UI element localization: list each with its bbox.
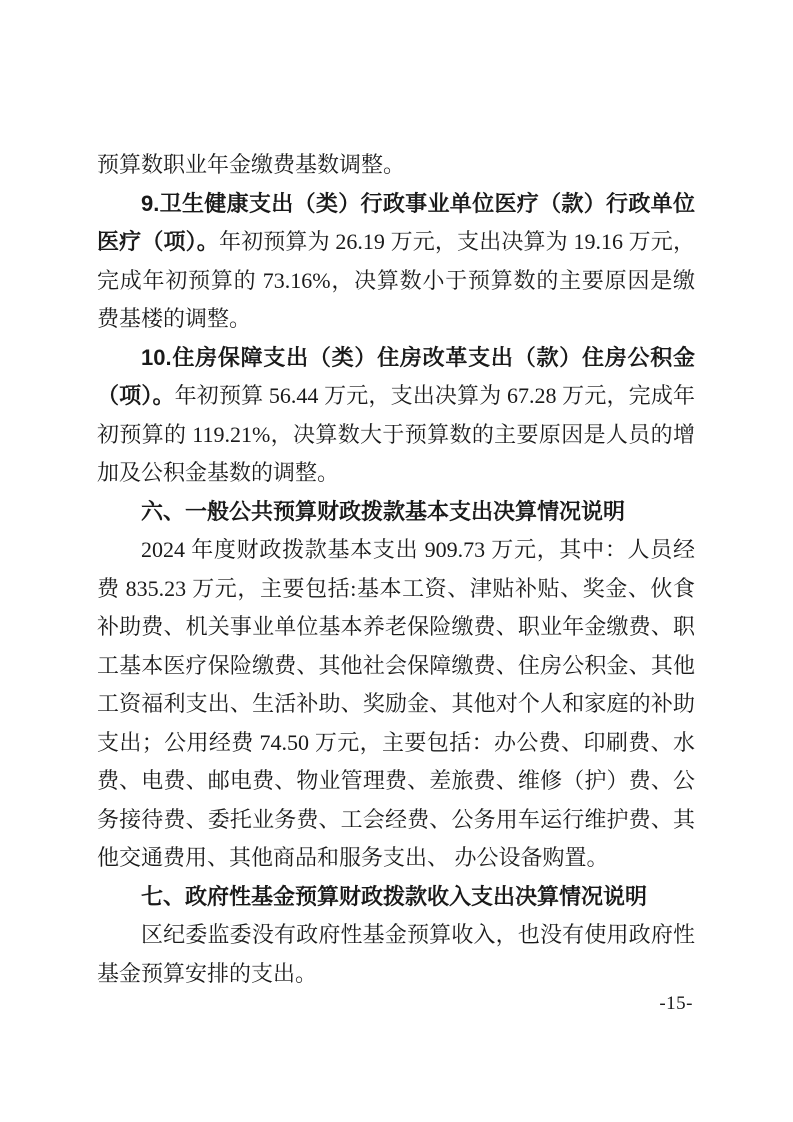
paragraph-item-10-bold-lead: 10.住房保障支出（类）住房改革支出（款）住房公积金（项）。 [97,344,695,408]
paragraph-item-10-body-text: 年初预算 56.44 万元，支出决算为 67.28 万元，完成年初预算的 119.21%，决算数大于预算数的主要原因是人员的增加及公积金基数的调整。 [97,383,695,485]
page-number: -15- [659,993,693,1014]
paragraph-section-seven-body: 区纪委监委没有政府性基金预算收入，也没有使用政府性基金预算安排的支出。 [97,922,695,986]
paragraph-item-9-body-text: 年初预算为 26.19 万元，支出决算为 19.16 万元，完成年初预算的 73.16%，决算数小于预算数的主要原因是缴费基楼的调整。 [97,229,695,331]
paragraph-continuation: 预算数职业年金缴费基数调整。 [97,152,406,177]
section-heading-seven: 七、政府性基金预算财政拨款收入支出决算情况说明 [141,883,648,909]
section-heading-six: 六、一般公共预算财政拨款基本支出决算情况说明 [141,498,626,524]
document-text-block [97,146,695,993]
paragraph-item-9-bold-lead: 9.卫生健康支出（类）行政事业单位医疗（款）行政单位医疗（项）。 [97,190,695,254]
paragraph-item-10 [97,339,695,493]
paragraph-section-six-body: 2024 年度财政拨款基本支出 909.73 万元，其中：人员经费 835.23 万元，主要包括:基本工资、津贴补贴、奖金、伙食补助费、机关事业单位基本养老保险缴费、职业年金缴费、职工基本医疗保险缴费、其他社会保障缴费、住房公积金、其他工资福利支出、生活补助、奖励金、其他对个人和家庭的补助支出；公用经费 74.50 万元，主要包括：办公费、印刷费、水费、电费、邮电费、物业管理费、差旅费、维修（护）费、公务接待费、委托业务费、工会经费、公务用车运行维护费、其他交通费用、其他商品和服务支出、 办公设备购置。 [97,537,695,870]
paragraph-item-9 [97,185,695,339]
